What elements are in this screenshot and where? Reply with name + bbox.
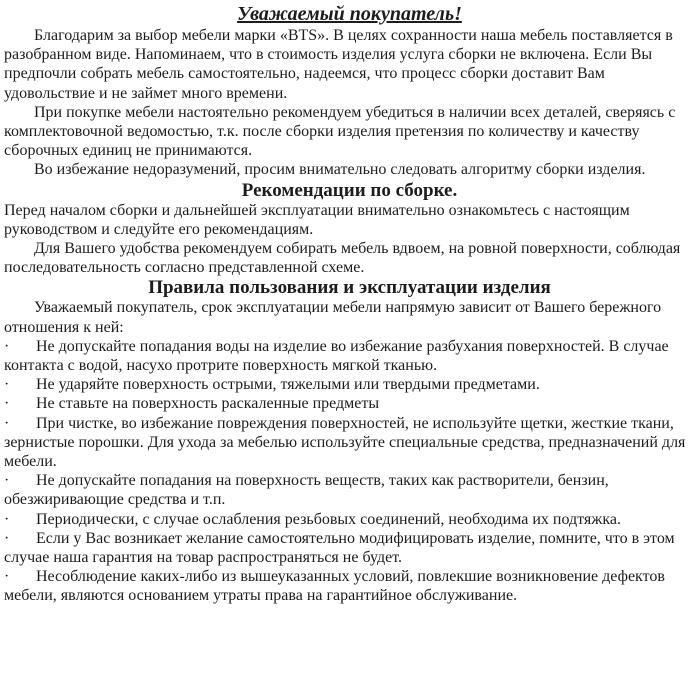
bullet-marker: · [4, 568, 10, 586]
rule-item-7 [4, 529, 695, 567]
intro-paragraph-3: Во избежание недоразумений, просим внимательно следовать алгоритму сборки изделия. [34, 161, 646, 179]
assembly-paragraph-1: Перед началом сборки и дальнейшей эксплуатации внимательно ознакомьтесь с настоящим руководством и следуйте его рекомендациям. [4, 201, 630, 238]
document-title: Уважаемый покупатель! [237, 3, 462, 25]
rule-item-4 [4, 414, 695, 472]
assembly-recommendations-heading: Рекомендации по сборке. [241, 179, 458, 201]
rule-item-1 [4, 337, 695, 375]
rule-text: Несоблюдение каких-либо из вышеуказанных условий, повлекшие возникновение дефектов мебели, являются основанием утраты права на гарантийное обслуживание. [4, 568, 665, 605]
rule-item-3 [4, 394, 695, 413]
intro-paragraph-2: При покупке мебели настоятельно рекомендуем убедиться в наличии всех деталей, сверяясь с комплектовочной ведомостью, т.к. после сборки изделия претензия по количеству и качеству сборочных единиц не принимаются. [4, 103, 676, 160]
rule-text: Не допускайте попадания воды на изделие во избежание разбухания поверхностей. В случае контакта с водой, насухо протрите поверхность мягкой тканью. [4, 337, 669, 375]
bullet-marker: · [4, 510, 10, 528]
rule-text: При чистке, во избежание повреждения поверхностей, не используйте щетки, жесткие ткани, зернистые порошки. Для ухода за мебелью используйте специальные средства, предназначений для мебели. [4, 414, 686, 471]
rule-text: Периодически, с случае ослабления резьбовых соединений, необходима их подтяжка. [36, 510, 621, 528]
bullet-marker: · [4, 337, 10, 355]
rule-text: Не ставьте на поверхность раскаленные предметы [36, 395, 380, 413]
rule-text: Не ударяйте поверхность острыми, тяжелыми или твердыми предметами. [36, 376, 540, 394]
intro-paragraph-1: Благодарим за выбор мебели марки «BTS». В целях сохранности наша мебель поставляется в разобранном виде. Напоминаем, что в стоимость изделия услуга сборки не включена. Если Вы предпочли собрать мебель самостоятельно, надеемся, что процесс сборки доставит Вам удовольствие и не займет много времени. [4, 27, 673, 102]
rule-text: Не допускайте попадания на поверхность веществ, таких как растворители, бензин, обезжиривающие средства и т.п. [4, 472, 609, 509]
bullet-marker: · [4, 395, 10, 413]
rule-text: Если у Вас возникает желание самостоятельно модифицировать изделие, помните, что в этом случае наша гарантия на товар распространяться не будет. [4, 529, 675, 567]
rule-item-5 [4, 471, 695, 509]
bullet-marker: · [4, 472, 10, 490]
rules-intro-paragraph: Уважаемый покупатель, срок эксплуатации мебели напрямую зависит от Вашего бережного отношения к ней: [4, 299, 662, 336]
rule-item-6 [4, 510, 695, 529]
bullet-marker: · [4, 414, 10, 432]
bullet-marker: · [4, 529, 10, 547]
rule-item-2 [4, 375, 695, 394]
assembly-paragraph-2: Для Вашего удобства рекомендуем собирать мебель вдвоем, на ровной поверхности, соблюдая последовательность согласно представленной схеме. [4, 240, 681, 277]
usage-rules-heading: Правила пользования и эксплуатации изделия [148, 277, 551, 299]
rule-item-8 [4, 567, 695, 605]
bullet-marker: · [4, 376, 10, 394]
